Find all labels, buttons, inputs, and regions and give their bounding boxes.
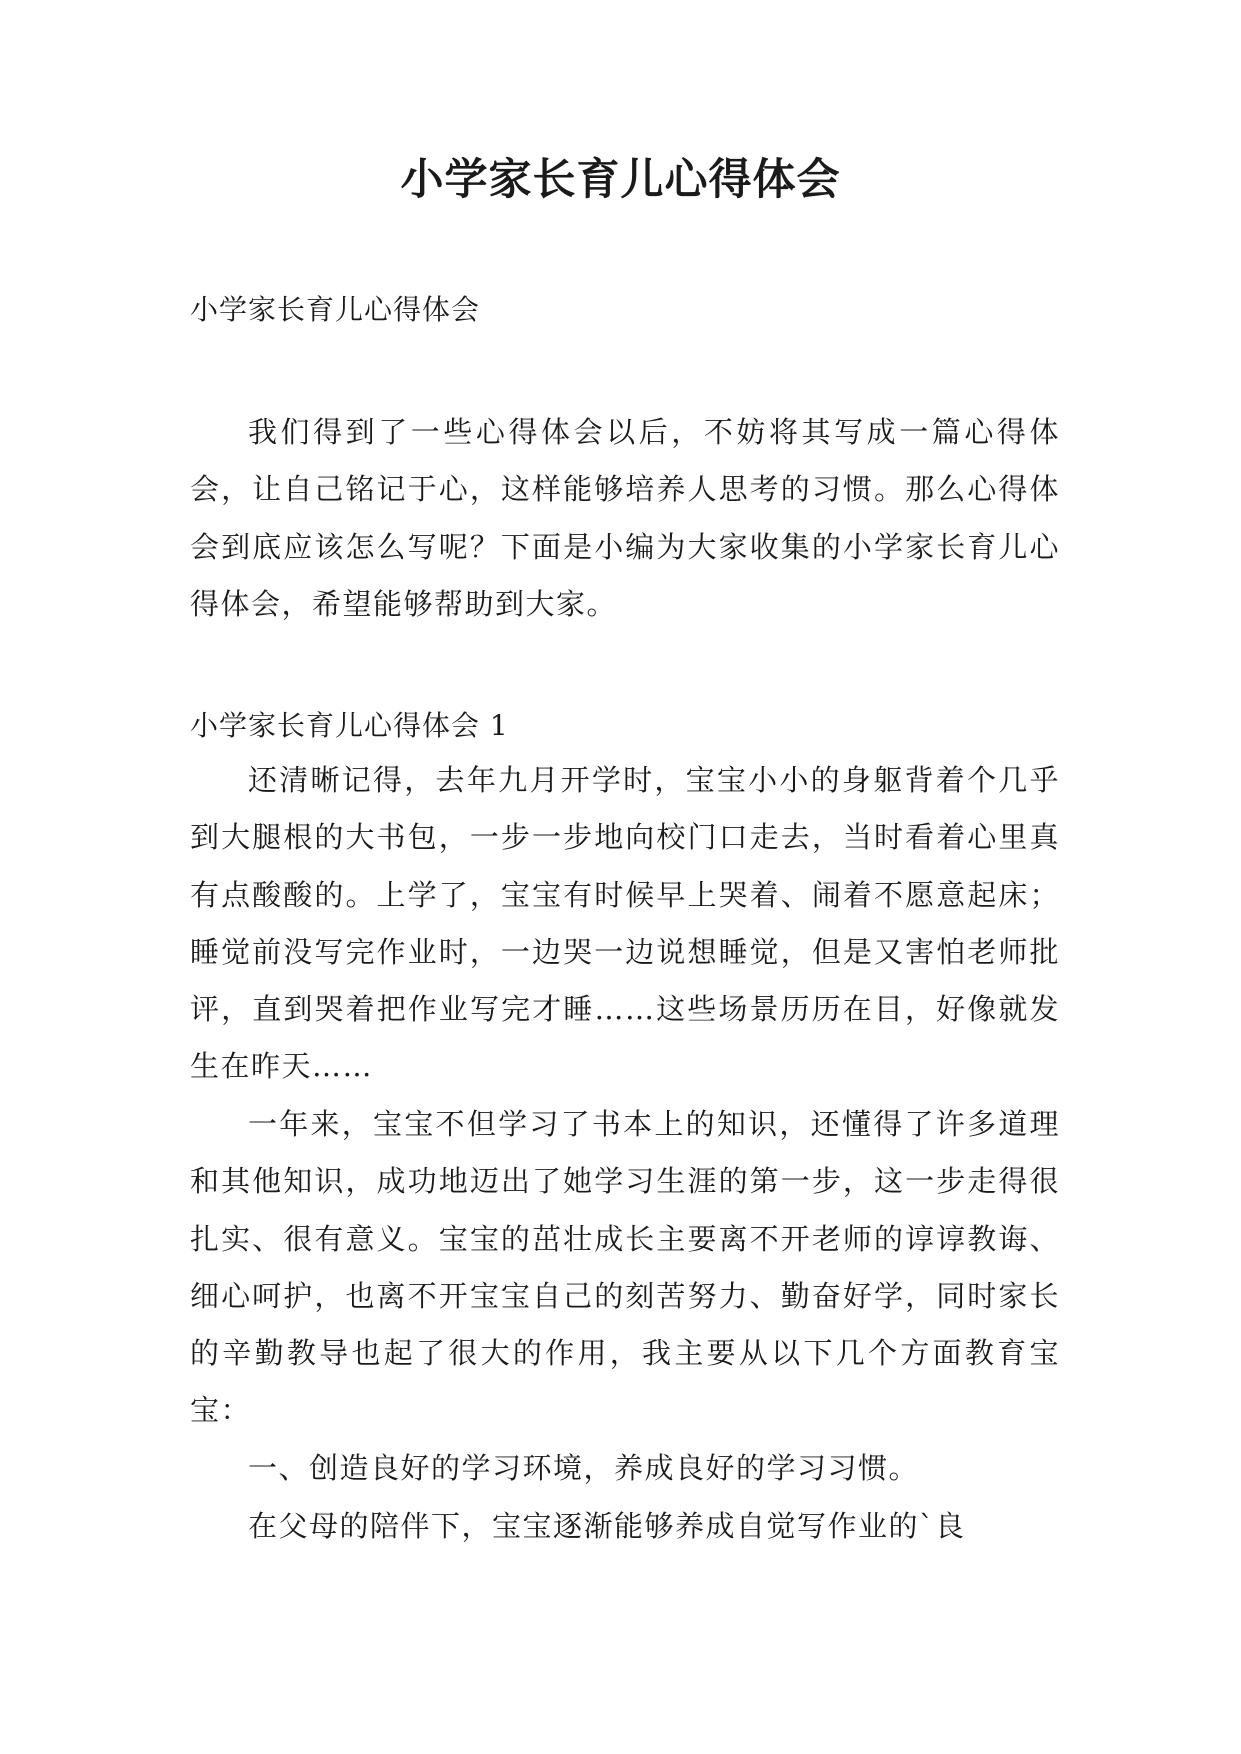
section-heading: 小学家长育儿心得体会 1	[190, 709, 509, 742]
body-paragraph: 一、创造良好的学习环境，养成良好的学习习惯。	[248, 1451, 920, 1485]
body-paragraph: 还清晰记得，去年九月开学时，宝宝小小的身躯背着个几乎到大腿根的大书包，一步一步地向校门口走去，当时看着心里真有点酸酸的。上学了，宝宝有时候早上哭着、闹着不愿意起床；睡觉前没写完作业时，一边哭一边说想睡觉，但是又害怕老师批评，直到哭着把作业写完才睡……这些场景历历在目，好像就发生在昨天……	[190, 763, 1060, 1084]
body-paragraph: 一年来，宝宝不但学习了书本上的知识，还懂得了许多道理和其他知识，成功地迈出了她学习生涯的第一步，这一步走得很扎实、很有意义。宝宝的茁壮成长主要离不开老师的谆谆教诲、细心呵护，也离不开宝宝自己的刻苦努力、勤奋好学，同时家长的辛勤教导也起了很大的作用，我主要从以下几个方面教育宝宝：	[190, 1107, 1060, 1428]
document-subtitle: 小学家长育儿心得体会	[190, 293, 481, 326]
intro-paragraph: 我们得到了一些心得体会以后，不妨将其写成一篇心得体会，让自己铭记于心，这样能够培养人思考的习惯。那么心得体会到底应该怎么写呢？下面是小编为大家收集的小学家长育儿心得体会，希望能够帮助到大家。	[190, 415, 1060, 621]
body-paragraph: 在父母的陪伴下，宝宝逐渐能够养成自觉写作业的`良	[248, 1509, 966, 1543]
document-title: 小学家长育儿心得体会	[400, 155, 841, 205]
